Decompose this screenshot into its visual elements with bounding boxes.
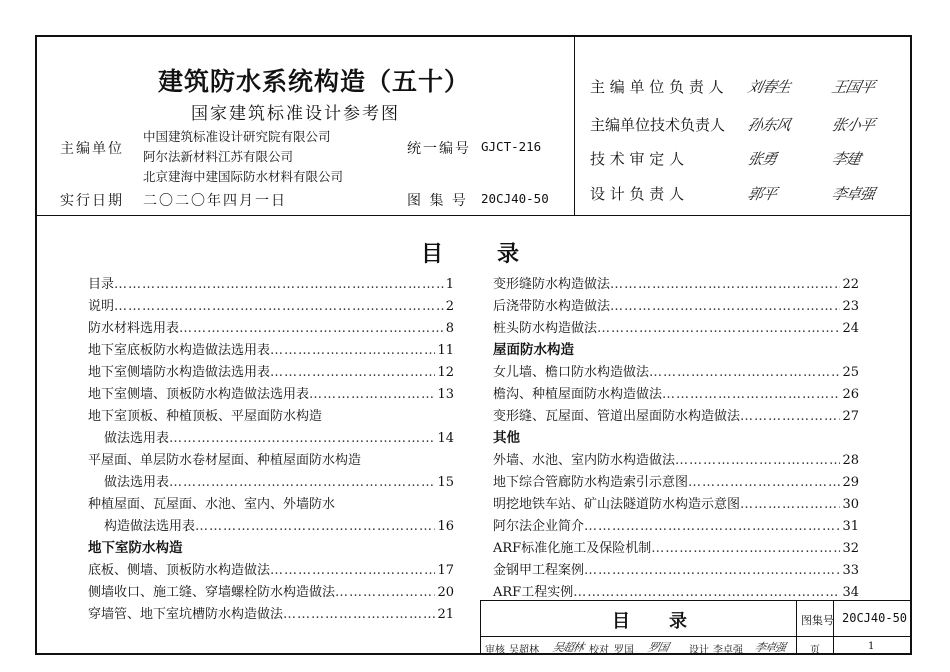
resp-role-1: 主 编 单 位 负 责 人 (590, 78, 724, 96)
toc-entry-text: 构造做法选用表 (104, 519, 196, 534)
toc-entry[interactable] (493, 493, 859, 513)
toc-entry-text: 女儿墙、檐口防水构造做法 (493, 365, 650, 380)
toc-entry-page: 29 (842, 475, 859, 490)
toc-entry-text: 侧墙收口、施工缝、穿墙螺栓防水构造做法 (88, 585, 336, 600)
toc-entry[interactable] (88, 603, 454, 623)
header-bottom-rule (36, 215, 911, 216)
toc-entry-page: 33 (842, 563, 859, 578)
toc-entry-page: 12 (437, 365, 454, 380)
toc-entry[interactable] (493, 515, 859, 535)
toc-entry-text: 桩头防水构造做法 (493, 321, 598, 336)
title-block-left-rule (480, 600, 481, 654)
signature: 罗国 (646, 641, 670, 654)
editor-unit-label: 主编单位 (60, 141, 124, 157)
title-block-atlas-label: 图集号 (801, 614, 834, 627)
toc-entry-text: 地下室侧墙、顶板防水构造做法选用表 (88, 387, 310, 402)
toc-entry-page: 31 (842, 519, 859, 534)
toc-entry-page: 32 (842, 541, 859, 556)
toc-entry-page: 24 (842, 321, 859, 336)
toc-entry[interactable] (493, 537, 859, 557)
toc-section-heading: 屋面防水构造 (493, 342, 574, 358)
page-label: 页 (810, 645, 820, 656)
toc-entry-text: 外墙、水池、室内防水构造做法 (493, 453, 676, 468)
toc-entry-text: ARF标准化施工及保险机制 (493, 541, 652, 556)
toc-entry-text: 做法选用表 (104, 475, 170, 490)
title-block-top-rule (480, 600, 911, 601)
toc-entry-text: 种植屋面、瓦屋面、水池、室内、外墙防水 (88, 497, 336, 512)
signature: 张勇 (745, 150, 778, 168)
review-name: 吴超林 (509, 645, 539, 656)
toc-entry-page: 17 (437, 563, 454, 578)
toc-entry-page: 34 (842, 585, 859, 600)
title-block-mid-rule (480, 636, 911, 637)
resp-role-2: 主编单位技术负责人 (590, 116, 726, 134)
impl-date-label: 实行日期 (60, 193, 124, 209)
toc-entry[interactable] (88, 559, 454, 579)
toc-entry-text: 平屋面、单层防水卷材屋面、种植屋面防水构造 (88, 453, 362, 468)
toc-entry[interactable] (88, 383, 454, 403)
toc-entry[interactable] (493, 361, 859, 381)
signature: 孙东风 (745, 116, 792, 134)
editor-unit-3: 北京建海中建国际防水材料有限公司 (143, 169, 344, 184)
toc-entry-text: 说明 (88, 299, 115, 314)
toc-entry-page: 28 (842, 453, 859, 468)
toc-entry-text: 地下室侧墙防水构造做法选用表 (88, 365, 271, 380)
toc-title-left: 目 (421, 241, 444, 267)
toc-entry-text: ARF工程实例 (493, 585, 574, 600)
toc-entry-page: 8 (445, 321, 454, 336)
toc-entry-page: 27 (842, 409, 859, 424)
toc-entry[interactable] (493, 295, 859, 315)
toc-entry[interactable] (493, 383, 859, 403)
toc-entry-page: 16 (437, 519, 454, 534)
toc-entry-text: 变形缝防水构造做法 (493, 277, 611, 292)
page-number: 1 (868, 641, 875, 652)
impl-date: 二〇二〇年四月一日 (143, 193, 287, 209)
toc-entry-text: 做法选用表 (104, 431, 170, 446)
toc-entry-page: 15 (437, 475, 454, 490)
toc-entry[interactable] (493, 405, 859, 425)
toc-entry-text: 防水材料选用表 (88, 321, 180, 336)
toc-section-heading: 地下室防水构造 (88, 540, 183, 556)
toc-entry-page: 26 (842, 387, 859, 402)
toc-entry-page: 30 (842, 497, 859, 512)
toc-entry[interactable] (493, 471, 859, 491)
title-block-divider (796, 600, 797, 654)
toc-entry-text: 地下室底板防水构造做法选用表 (88, 343, 271, 358)
toc-entry[interactable] (493, 273, 859, 293)
title-block-title-right: 录 (669, 611, 687, 632)
title-block-title-left: 目 (612, 611, 630, 632)
resp-role-4: 设 计 负 责 人 (590, 185, 685, 203)
toc-entry-page: 20 (437, 585, 454, 600)
unified-no-label: 统一编号 (407, 141, 471, 157)
toc-entry-text: 底板、侧墙、顶板防水构造做法 (88, 563, 271, 578)
signature: 李卓强 (829, 185, 876, 203)
signature: 吴超林 (551, 641, 585, 654)
toc-entry-page: 13 (437, 387, 454, 402)
toc-title-right: 录 (497, 241, 520, 267)
toc-entry[interactable] (88, 581, 454, 601)
signature: 李建 (829, 150, 862, 168)
document-title: 建筑防水系统构造（五十） (158, 67, 471, 96)
signature: 张小平 (829, 116, 876, 134)
toc-section-heading: 其他 (493, 430, 520, 446)
check-label: 校对 (589, 645, 609, 656)
signature: 刘春生 (745, 78, 792, 96)
toc-entry[interactable] (104, 427, 454, 447)
unified-no: GJCT-216 (481, 139, 542, 154)
toc-entry[interactable] (493, 317, 859, 337)
toc-entry-text: 后浇带防水构造做法 (493, 299, 611, 314)
toc-entry[interactable] (493, 449, 859, 469)
toc-entry-page: 1 (445, 277, 454, 292)
toc-entry-text: 地下室顶板、种植顶板、平屋面防水构造 (88, 409, 323, 424)
toc-entry[interactable] (88, 339, 454, 359)
resp-role-3: 技 术 审 定 人 (590, 150, 685, 168)
toc-entry-line[interactable] (88, 405, 454, 425)
toc-entry[interactable] (88, 317, 454, 337)
signature: 李卓强 (753, 641, 787, 654)
toc-entry[interactable] (493, 559, 859, 579)
document-subtitle: 国家建筑标准设计参考图 (191, 104, 400, 124)
toc-entry-text: 目录 (88, 277, 115, 292)
toc-entry-text: 明挖地铁车站、矿山法隧道防水构造示意图 (493, 497, 741, 512)
toc-entry[interactable] (493, 581, 859, 601)
toc-entry-page: 22 (842, 277, 859, 292)
atlas-no-label: 图 集 号 (407, 193, 468, 209)
toc-entry[interactable] (88, 361, 454, 381)
toc-entry[interactable] (88, 295, 454, 315)
toc-entry-page: 25 (842, 365, 859, 380)
signature: 王国平 (829, 78, 876, 96)
toc-entry-text: 檐沟、种植屋面防水构造做法 (493, 387, 663, 402)
toc-entry-text: 地下综合管廊防水构造索引示意图 (493, 475, 689, 490)
editor-unit-1: 中国建筑标准设计研究院有限公司 (143, 129, 331, 144)
toc-entry-text: 变形缝、瓦屋面、管道出屋面防水构造做法 (493, 409, 741, 424)
toc-entry[interactable] (104, 515, 454, 535)
header-divider (574, 36, 575, 216)
toc-entry-text: 穿墙管、地下室坑槽防水构造做法 (88, 607, 284, 622)
title-block-atlas-no: 20CJ40-50 (842, 611, 908, 625)
atlas-no: 20CJ40-50 (481, 191, 549, 206)
toc-entry-page: 14 (437, 431, 454, 446)
editor-unit-2: 阿尔法新材料江苏有限公司 (143, 149, 294, 164)
toc-entry-text: 阿尔法企业简介 (493, 519, 585, 534)
toc-entry-line[interactable] (88, 449, 454, 469)
toc-entry-page: 2 (445, 299, 454, 314)
toc-entry-line[interactable] (88, 493, 454, 513)
toc-entry[interactable] (104, 471, 454, 491)
review-label: 审核 (485, 645, 505, 656)
toc-entry[interactable] (88, 273, 454, 293)
check-name: 罗国 (614, 645, 634, 656)
toc-entry-page: 21 (437, 607, 454, 622)
design-label: 设计 (689, 645, 709, 656)
signature: 郭平 (745, 185, 778, 203)
toc-entry-text: 金钢甲工程案例 (493, 563, 585, 578)
design-name: 李卓强 (713, 645, 743, 656)
toc-entry-page: 11 (437, 343, 454, 358)
toc-entry-page: 23 (842, 299, 859, 314)
